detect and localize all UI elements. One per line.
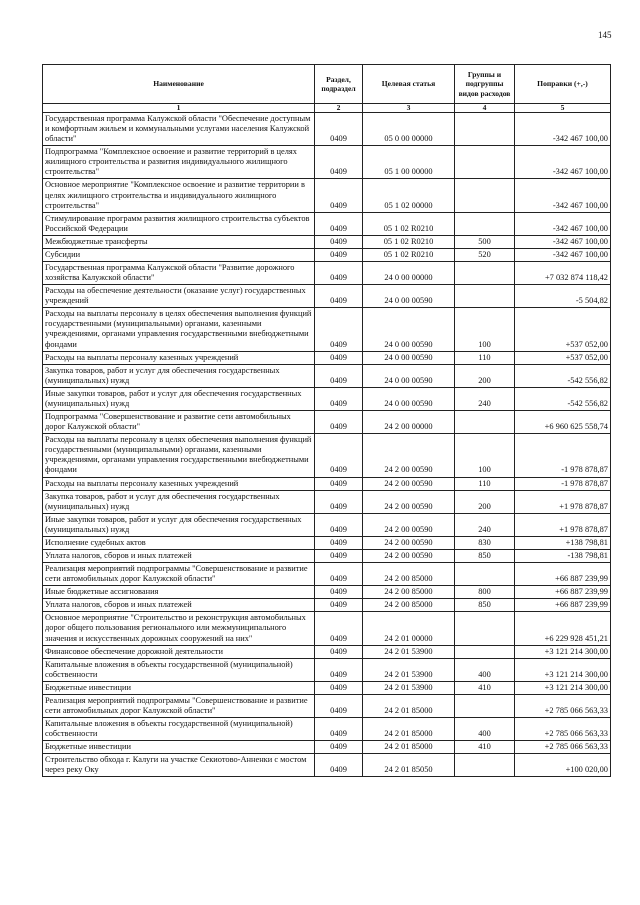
table-row [43, 658, 611, 681]
row-article: 24 2 01 85000 [363, 718, 455, 741]
row-article: 24 2 01 85000 [363, 694, 455, 717]
row-group [455, 113, 515, 146]
table-row [43, 262, 611, 285]
row-article: 24 2 01 53900 [363, 658, 455, 681]
row-article: 24 2 00 00590 [363, 513, 455, 536]
table-row [43, 212, 611, 235]
row-article: 05 1 02 R0210 [363, 212, 455, 235]
row-name: Финансовое обеспечение дорожной деятельности [43, 645, 315, 658]
row-name: Реализация мероприятий подпрограммы "Совершенствование и развитие сети автомобильных дорог Калужской области" [43, 694, 315, 717]
row-amount: +66 887 239,99 [515, 599, 611, 612]
table-row [43, 681, 611, 694]
row-article: 24 0 00 00000 [363, 262, 455, 285]
row-article: 05 1 00 00000 [363, 146, 455, 179]
row-article: 24 2 00 85000 [363, 599, 455, 612]
row-article: 24 0 00 00590 [363, 364, 455, 387]
row-name: Субсидии [43, 248, 315, 261]
row-section: 0409 [315, 285, 363, 308]
table-row [43, 364, 611, 387]
row-section: 0409 [315, 645, 363, 658]
row-section: 0409 [315, 248, 363, 261]
row-name: Подпрограмма "Совершенствование и развитие сети автомобильных дорог Калужской области" [43, 411, 315, 434]
row-group: 800 [455, 586, 515, 599]
row-group: 400 [455, 658, 515, 681]
row-group: 410 [455, 681, 515, 694]
table-row [43, 536, 611, 549]
row-section: 0409 [315, 113, 363, 146]
table-row [43, 586, 611, 599]
row-group: 200 [455, 490, 515, 513]
row-amount: +138 798,81 [515, 536, 611, 549]
row-section: 0409 [315, 681, 363, 694]
row-name: Расходы на обеспечение деятельности (оказание услуг) государственных учреждений [43, 285, 315, 308]
row-article: 24 2 01 85000 [363, 741, 455, 754]
row-section: 0409 [315, 513, 363, 536]
row-article: 24 2 01 53900 [363, 645, 455, 658]
row-article: 24 2 01 00000 [363, 612, 455, 645]
page-number: 145 [598, 30, 612, 40]
row-article: 24 2 00 85000 [363, 563, 455, 586]
row-group: 850 [455, 549, 515, 562]
row-name: Уплата налогов, сборов и иных платежей [43, 549, 315, 562]
row-group [455, 179, 515, 212]
row-section: 0409 [315, 364, 363, 387]
row-group: 240 [455, 387, 515, 410]
column-number: 4 [455, 104, 515, 113]
row-name: Государственная программа Калужской области "Обеспечение доступным и комфортным жильем и коммунальными услугами населения Калужской области" [43, 113, 315, 146]
header-group: Группы и подгруппы видов расходов [455, 65, 515, 104]
row-amount: +537 052,00 [515, 351, 611, 364]
row-article: 24 2 00 00590 [363, 549, 455, 562]
column-number: 1 [43, 104, 315, 113]
row-name: Расходы на выплаты персоналу в целях обеспечения выполнения функций государственными (муниципальными) органами, казенными учреждениями, органами управления государственными внебюджетными фондами [43, 308, 315, 351]
row-section: 0409 [315, 387, 363, 410]
row-group [455, 754, 515, 777]
row-amount: +3 121 214 300,00 [515, 681, 611, 694]
row-amount: +6 229 928 451,21 [515, 612, 611, 645]
row-article: 05 1 02 R0210 [363, 248, 455, 261]
row-amount: +3 121 214 300,00 [515, 658, 611, 681]
table-row [43, 513, 611, 536]
table-row [43, 285, 611, 308]
row-name: Закупка товаров, работ и услуг для обеспечения государственных (муниципальных) нужд [43, 490, 315, 513]
table-row [43, 113, 611, 146]
row-group [455, 411, 515, 434]
row-article: 05 0 00 00000 [363, 113, 455, 146]
table-row [43, 754, 611, 777]
row-section: 0409 [315, 658, 363, 681]
row-amount: -1 978 878,87 [515, 477, 611, 490]
row-amount: -342 467 100,00 [515, 113, 611, 146]
row-section: 0409 [315, 477, 363, 490]
row-name: Иные закупки товаров, работ и услуг для обеспечения государственных (муниципальных) нужд [43, 387, 315, 410]
row-name: Государственная программа Калужской области "Развитие дорожного хозяйства Калужской области" [43, 262, 315, 285]
row-section: 0409 [315, 351, 363, 364]
row-amount: -342 467 100,00 [515, 212, 611, 235]
row-name: Иные бюджетные ассигнования [43, 586, 315, 599]
row-name: Закупка товаров, работ и услуг для обеспечения государственных (муниципальных) нужд [43, 364, 315, 387]
row-name: Иные закупки товаров, работ и услуг для обеспечения государственных (муниципальных) нужд [43, 513, 315, 536]
row-group: 110 [455, 477, 515, 490]
row-group: 830 [455, 536, 515, 549]
row-section: 0409 [315, 434, 363, 477]
row-name: Подпрограмма "Комплексное освоение и развитие территорий в целях жилищного строительства и развития индивидуального жилищного строительства" [43, 146, 315, 179]
row-group: 410 [455, 741, 515, 754]
row-section: 0409 [315, 308, 363, 351]
row-article: 24 0 00 00590 [363, 308, 455, 351]
row-name: Основное мероприятие "Комплексное освоение и развитие территории в целях жилищного строительства и индивидуального жилищного строительства" [43, 179, 315, 212]
row-amount: -542 556,82 [515, 387, 611, 410]
header-section: Раздел, подраздел [315, 65, 363, 104]
column-number-row [43, 104, 611, 113]
row-name: Основное мероприятие "Строительство и реконструкция автомобильных дорог общего пользования регионального или межмуниципального значения и искусственных дорожных сооружений на них" [43, 612, 315, 645]
row-group [455, 563, 515, 586]
table-row [43, 599, 611, 612]
table-row [43, 612, 611, 645]
row-article: 05 1 02 00000 [363, 179, 455, 212]
budget-table [42, 64, 611, 777]
table-row [43, 645, 611, 658]
row-article: 24 2 00 85000 [363, 586, 455, 599]
table-body [43, 113, 611, 777]
row-article: 24 0 00 00590 [363, 387, 455, 410]
table-row [43, 387, 611, 410]
row-amount: -138 798,81 [515, 549, 611, 562]
row-amount: -1 978 878,87 [515, 434, 611, 477]
table-row [43, 718, 611, 741]
row-name: Бюджетные инвестиции [43, 681, 315, 694]
table-header-row [43, 65, 611, 104]
row-amount: +1 978 878,87 [515, 513, 611, 536]
table-row [43, 179, 611, 212]
row-section: 0409 [315, 754, 363, 777]
row-name: Капитальные вложения в объекты государственной (муниципальной) собственности [43, 658, 315, 681]
column-number: 5 [515, 104, 611, 113]
header-amount: Поправки (+,-) [515, 65, 611, 104]
row-section: 0409 [315, 146, 363, 179]
row-section: 0409 [315, 262, 363, 285]
row-amount: +66 887 239,99 [515, 563, 611, 586]
row-name: Капитальные вложения в объекты государственной (муниципальной) собственности [43, 718, 315, 741]
row-amount: +3 121 214 300,00 [515, 645, 611, 658]
row-group: 100 [455, 434, 515, 477]
row-section: 0409 [315, 718, 363, 741]
row-amount: -5 504,82 [515, 285, 611, 308]
column-number: 3 [363, 104, 455, 113]
row-group [455, 262, 515, 285]
row-amount: +7 032 874 118,42 [515, 262, 611, 285]
row-section: 0409 [315, 536, 363, 549]
table-row [43, 235, 611, 248]
row-group: 110 [455, 351, 515, 364]
row-section: 0409 [315, 586, 363, 599]
row-amount: -542 556,82 [515, 364, 611, 387]
row-group: 200 [455, 364, 515, 387]
header-name: Наименование [43, 65, 315, 104]
row-amount: -342 467 100,00 [515, 248, 611, 261]
table-row [43, 490, 611, 513]
row-name: Строительство обхода г. Калуги на участке Секиотово-Анненки с мостом через реку Оку [43, 754, 315, 777]
row-article: 24 2 00 00590 [363, 536, 455, 549]
row-name: Расходы на выплаты персоналу казенных учреждений [43, 351, 315, 364]
row-group: 240 [455, 513, 515, 536]
row-group [455, 645, 515, 658]
table-row [43, 563, 611, 586]
row-group [455, 612, 515, 645]
row-section: 0409 [315, 179, 363, 212]
column-number: 2 [315, 104, 363, 113]
table-row [43, 146, 611, 179]
table-row [43, 351, 611, 364]
row-amount: +537 052,00 [515, 308, 611, 351]
row-section: 0409 [315, 599, 363, 612]
row-amount: +2 785 066 563,33 [515, 741, 611, 754]
row-amount: +100 020,00 [515, 754, 611, 777]
row-article: 24 2 00 00590 [363, 477, 455, 490]
row-group: 100 [455, 308, 515, 351]
row-amount: +66 887 239,99 [515, 586, 611, 599]
table-row [43, 308, 611, 351]
row-section: 0409 [315, 235, 363, 248]
row-article: 24 0 00 00590 [363, 351, 455, 364]
row-section: 0409 [315, 612, 363, 645]
table-row [43, 549, 611, 562]
row-article: 24 2 00 00000 [363, 411, 455, 434]
row-group: 500 [455, 235, 515, 248]
row-section: 0409 [315, 549, 363, 562]
row-name: Стимулирование программ развития жилищного строительства субъектов Российской Федерации [43, 212, 315, 235]
row-article: 24 0 00 00590 [363, 285, 455, 308]
row-amount: +2 785 066 563,33 [515, 694, 611, 717]
row-name: Реализация мероприятий подпрограммы "Совершенствование и развитие сети автомобильных дорог Калужской области" [43, 563, 315, 586]
table-row [43, 411, 611, 434]
table-row [43, 248, 611, 261]
table-row [43, 741, 611, 754]
row-group [455, 285, 515, 308]
row-article: 24 2 01 85050 [363, 754, 455, 777]
row-group [455, 694, 515, 717]
row-section: 0409 [315, 694, 363, 717]
row-section: 0409 [315, 490, 363, 513]
row-name: Уплата налогов, сборов и иных платежей [43, 599, 315, 612]
row-amount: +2 785 066 563,33 [515, 718, 611, 741]
row-group: 850 [455, 599, 515, 612]
header-article: Целевая статья [363, 65, 455, 104]
row-section: 0409 [315, 563, 363, 586]
row-name: Межбюджетные трансферты [43, 235, 315, 248]
row-article: 24 2 00 00590 [363, 490, 455, 513]
row-amount: -342 467 100,00 [515, 146, 611, 179]
row-name: Расходы на выплаты персоналу в целях обеспечения выполнения функций государственными (муниципальными) органами, казенными учреждениями, органами управления государственными внебюджетными фондами [43, 434, 315, 477]
row-group [455, 146, 515, 179]
row-name: Исполнение судебных актов [43, 536, 315, 549]
row-group [455, 212, 515, 235]
table-row [43, 477, 611, 490]
row-group: 520 [455, 248, 515, 261]
row-amount: +1 978 878,87 [515, 490, 611, 513]
row-section: 0409 [315, 411, 363, 434]
row-name: Расходы на выплаты персоналу казенных учреждений [43, 477, 315, 490]
row-group: 400 [455, 718, 515, 741]
row-article: 05 1 02 R0210 [363, 235, 455, 248]
row-article: 24 2 00 00590 [363, 434, 455, 477]
row-amount: -342 467 100,00 [515, 179, 611, 212]
row-amount: -342 467 100,00 [515, 235, 611, 248]
row-article: 24 2 01 53900 [363, 681, 455, 694]
table-row [43, 434, 611, 477]
table-row [43, 694, 611, 717]
row-section: 0409 [315, 212, 363, 235]
row-name: Бюджетные инвестиции [43, 741, 315, 754]
row-section: 0409 [315, 741, 363, 754]
row-amount: +6 960 625 558,74 [515, 411, 611, 434]
